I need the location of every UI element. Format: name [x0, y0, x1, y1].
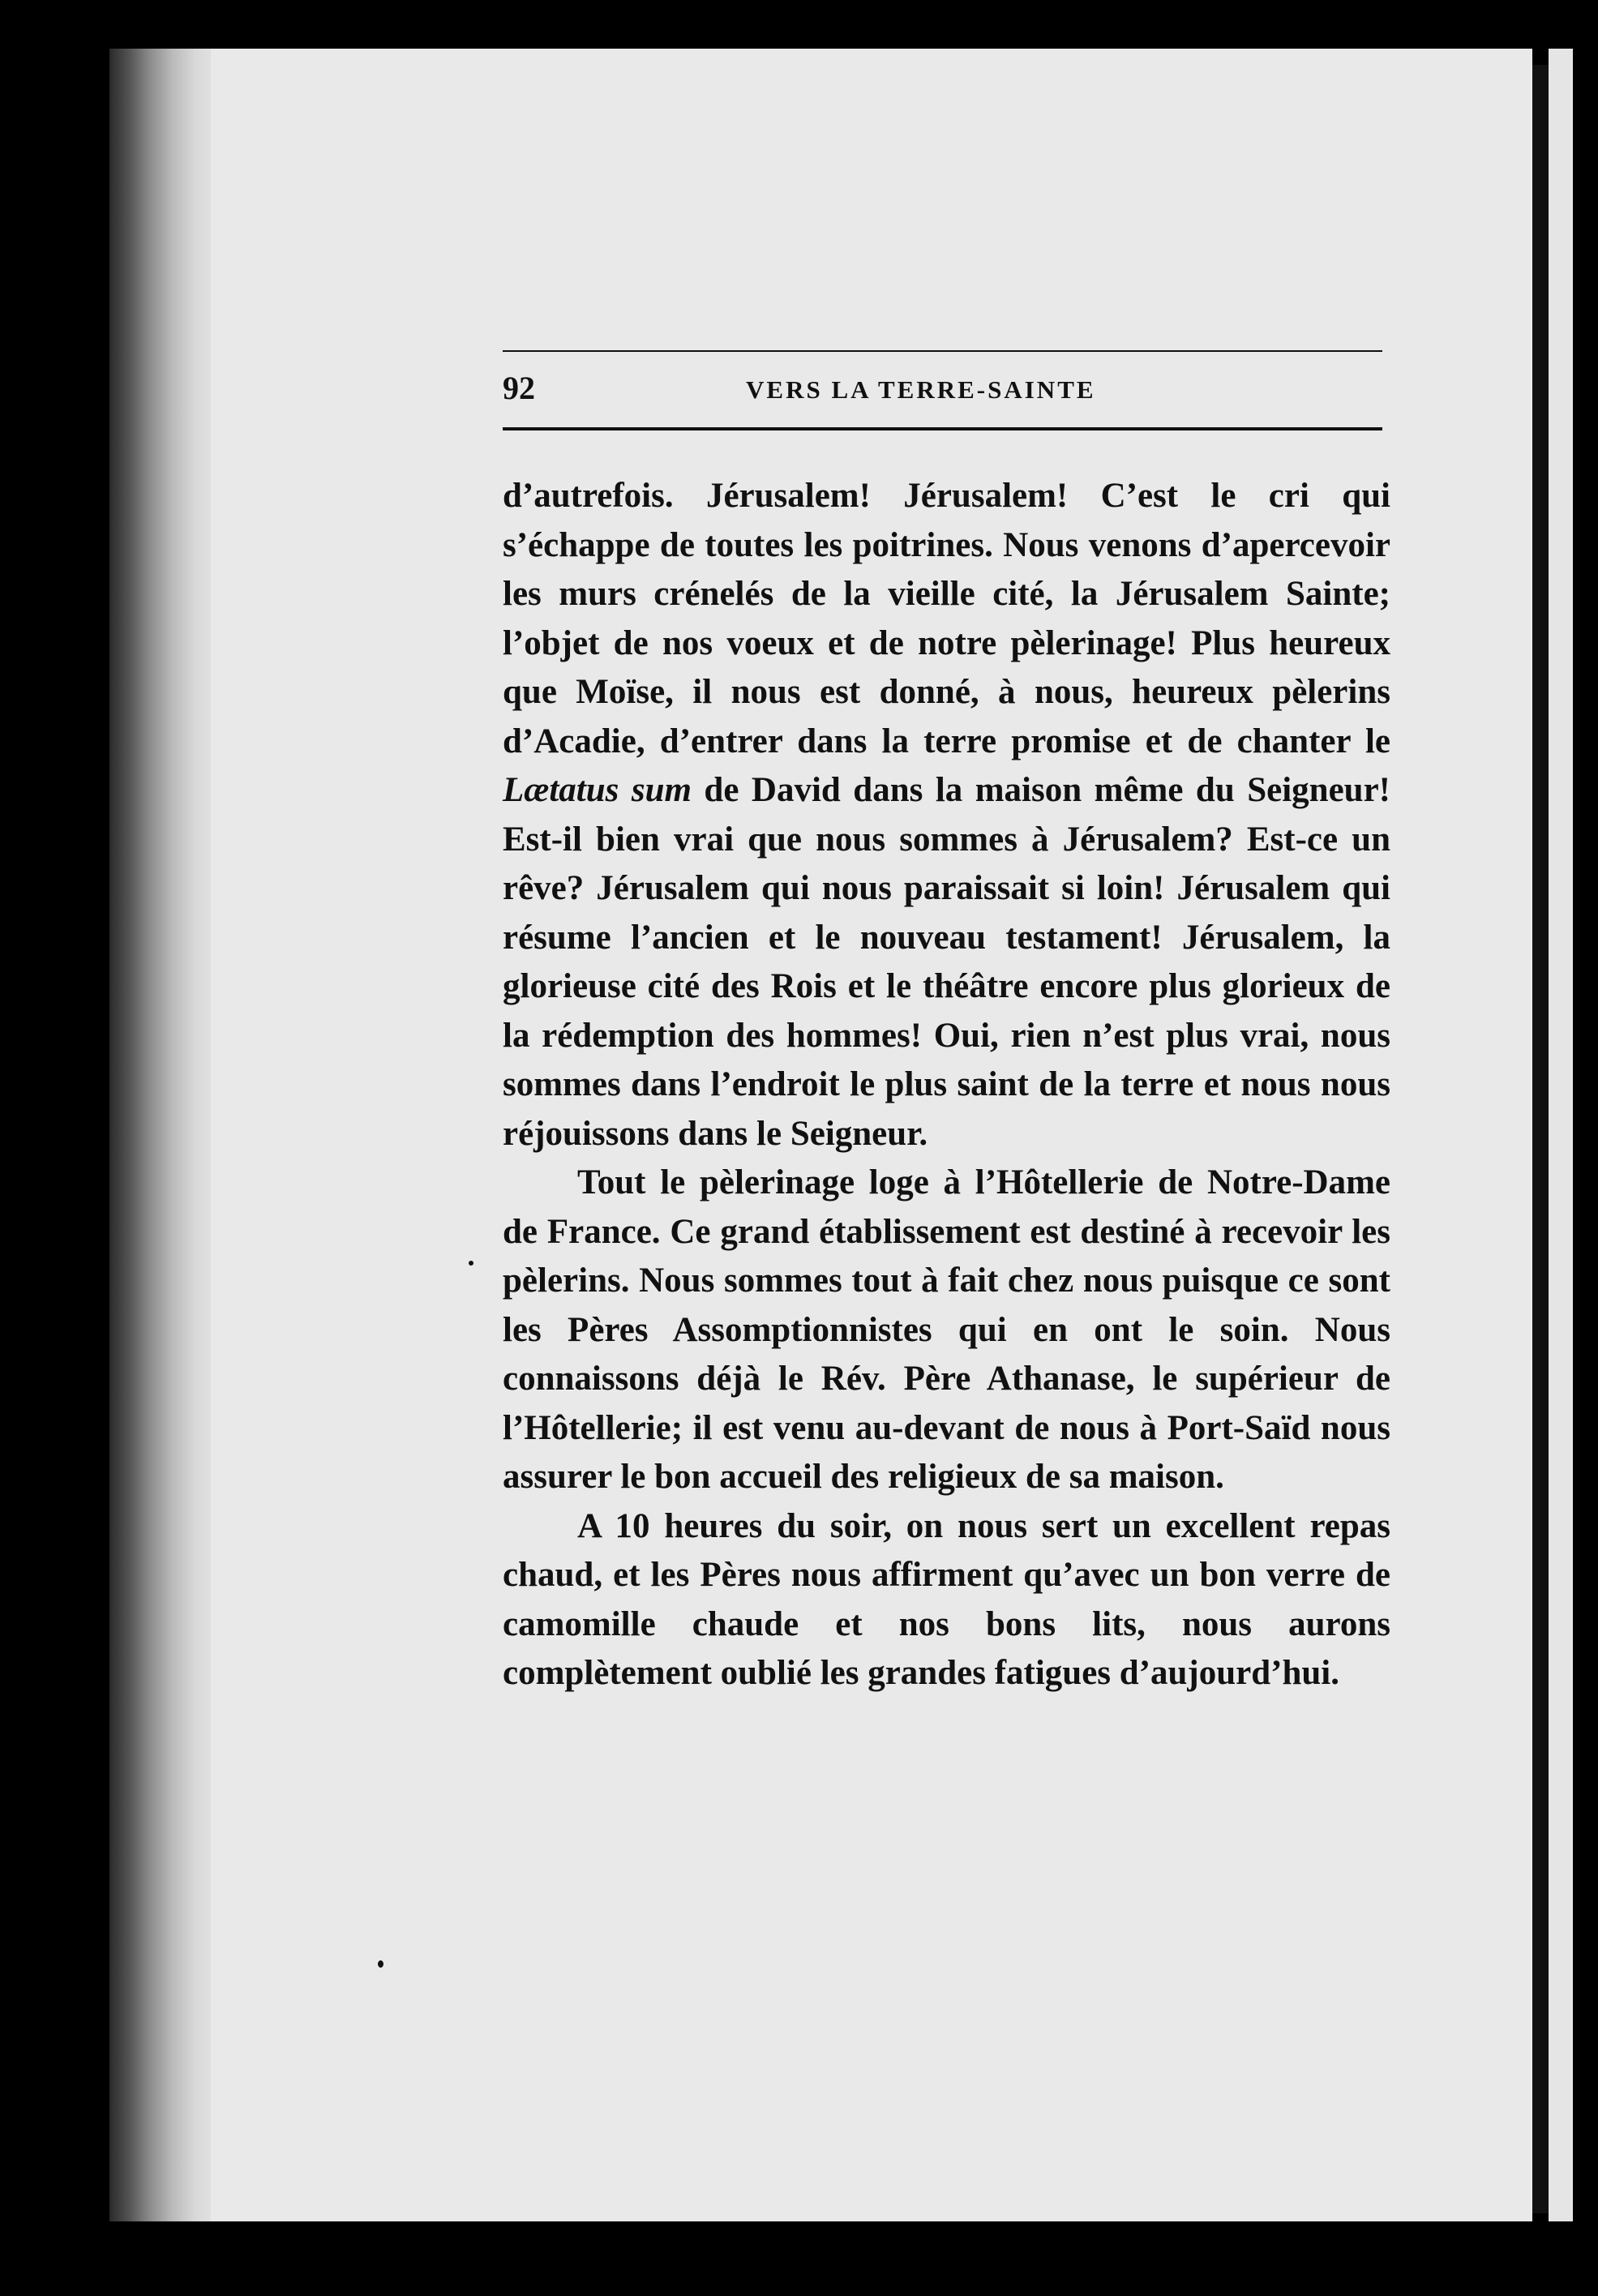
paragraph-2: Tout le pèlerinage loge à l’Hôtellerie de Notre-Dame de France. Ce grand établissement est destiné à recevoir les pèlerins. Nous sommes tout à fait chez nous puisque ce sont les Pères Assomptionnistes qui en ont le soin. Nous connaissons déjà le Rév. Père Athanase, le supérieur de l’Hôtellerie; il est venu au-devant de nous à Port-Saïd nous assurer le bon accueil des religieux de sa maison.: [503, 1163, 1390, 1496]
paragraph-1-italic-title: Lætatus sum: [503, 771, 692, 809]
paragraph-1-text-a: d’autrefois. Jérusalem! Jérusalem! C’est le cri qui s’échappe de toutes les poitrines. Nous venons d’apercevoir les murs crénelés de la vieille cité, la Jérusalem Sainte; l’objet de nos voeux et de notre pèlerinage! Plus heureux que Moïse, il nous est donné, à nous, heureux pèlerins d’Acadie, d’entrer dans la terre promise et de chanter le: [503, 477, 1390, 760]
facing-page-edge: [1549, 49, 1573, 2221]
facing-page-edge-shadow: [1532, 65, 1549, 2213]
paragraph-3: A 10 heures du soir, on nous sert un excellent repas chaud, et les Pères nous affirment qu’avec un bon verre de camomille chaude et nos bons lits, nous aurons complètement oublié les grandes fatigues d’aujourd’hui.: [503, 1506, 1390, 1692]
book-binding-gutter: [109, 49, 223, 2221]
page-number: 92: [503, 370, 535, 406]
paragraph-1-text-b: de David dans la maison même du Seigneur! Est-il bien vrai que nous sommes à Jérusalem? Est-ce un rêve? Jérusalem qui nous paraissait si loin! Jérusalem qui résume l’ancien et le nouveau testament! Jérusalem, la glorieuse cité des Rois et le théâtre encore plus glorieux de la rédemption des hommes! Oui, rien n’est plus vrai, nous sommes dans l’endroit le plus saint de la terre et nous nous réjouissons dans le Seigneur.: [503, 771, 1390, 1153]
header-bottom-rule: [503, 427, 1382, 430]
page-header: [503, 369, 1382, 418]
page-body: [503, 472, 1390, 1698]
scan-speck: [378, 1960, 383, 1968]
running-title: VERS LA TERRE-SAINTE: [746, 375, 1096, 404]
header-top-rule: [503, 350, 1382, 352]
paragraph-1: [503, 472, 1390, 1159]
scan-speck: [469, 1261, 473, 1266]
